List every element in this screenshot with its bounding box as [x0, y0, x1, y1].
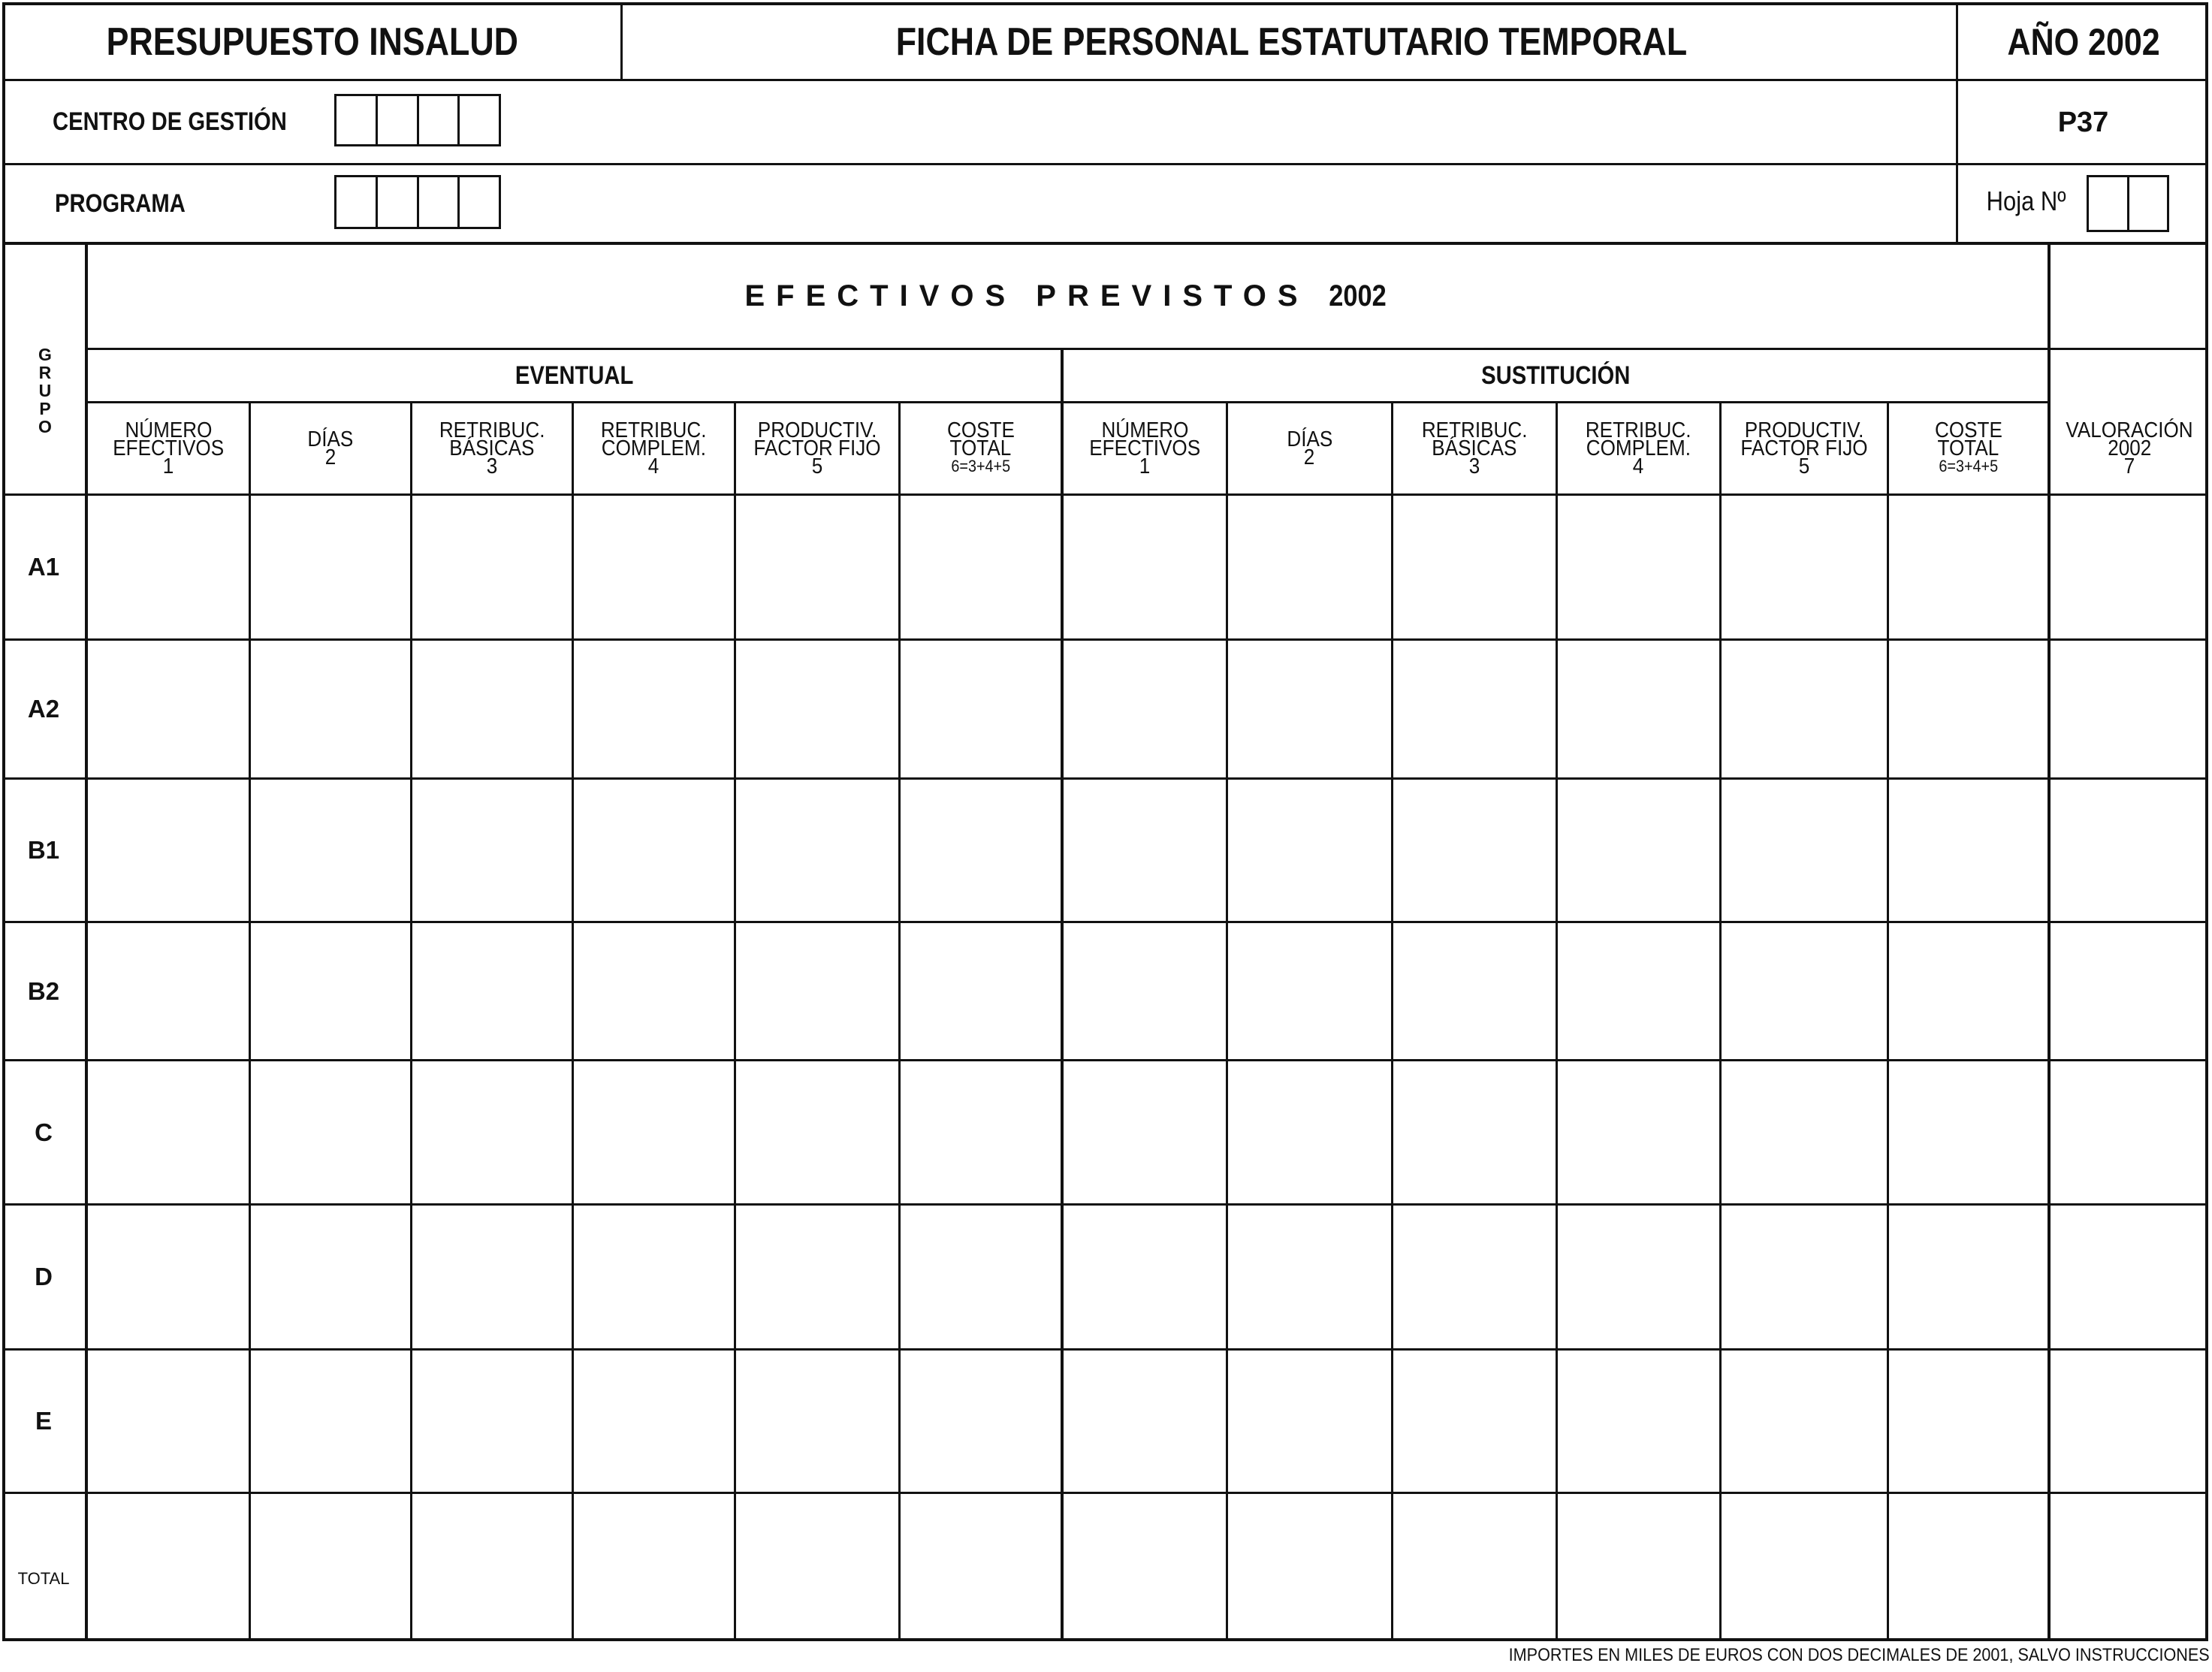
- entry-cell-d-col-8[interactable]: [1231, 1209, 1390, 1348]
- entry-cell-a2-col-8[interactable]: [1231, 644, 1390, 777]
- entry-cell-c-col-13[interactable]: [2054, 1064, 2205, 1203]
- centro-gestion-label: CENTRO DE GESTIÓN: [53, 107, 287, 136]
- entry-cell-d-col-1[interactable]: [91, 1209, 248, 1348]
- entry-cell-total-col-13[interactable]: [2054, 1497, 2205, 1638]
- group-label-b1: B1: [27, 836, 60, 864]
- entry-cell-a1-col-3[interactable]: [415, 499, 571, 638]
- entry-cell-d-col-6[interactable]: [904, 1209, 1061, 1348]
- entry-cell-b1-col-6[interactable]: [904, 783, 1061, 920]
- entry-cell-e-col-11[interactable]: [1725, 1354, 1886, 1491]
- entry-cell-b2-col-12[interactable]: [1892, 926, 2048, 1058]
- entry-cell-b2-col-11[interactable]: [1725, 926, 1886, 1058]
- entry-cell-c-col-5[interactable]: [739, 1064, 898, 1203]
- entry-cell-b2-col-10[interactable]: [1561, 926, 1719, 1058]
- entry-cell-d-col-9[interactable]: [1396, 1209, 1555, 1348]
- entry-cell-c-col-7[interactable]: [1067, 1064, 1225, 1203]
- col-header-eventual-productiv: PRODUCTIV. FACTOR FIJO 5: [753, 418, 881, 478]
- form-code: P37: [2057, 107, 2109, 138]
- eventual-section-title: EVENTUAL: [515, 361, 634, 390]
- entry-cell-d-col-2[interactable]: [254, 1209, 409, 1348]
- entry-cell-b1-col-13[interactable]: [2054, 783, 2205, 920]
- entry-cell-e-col-4[interactable]: [577, 1354, 733, 1491]
- column-divider: [249, 401, 251, 1641]
- entry-cell-b2-col-6[interactable]: [904, 926, 1061, 1058]
- entry-cell-a1-col-10[interactable]: [1561, 499, 1719, 638]
- code-digit-box[interactable]: [460, 96, 499, 144]
- entry-cell-total-col-4[interactable]: [577, 1497, 733, 1638]
- code-digit-box[interactable]: [336, 96, 378, 144]
- efectivos-previstos-title: EFECTIVOS PREVISTOS 2002: [744, 279, 1387, 312]
- entry-cell-a2-col-11[interactable]: [1725, 644, 1886, 777]
- centro-gestion-code-field[interactable]: [334, 94, 501, 146]
- hoja-label: Hoja Nº: [1986, 185, 2066, 216]
- entry-cell-b1-col-3[interactable]: [415, 783, 571, 920]
- entry-cell-b2-col-3[interactable]: [415, 926, 571, 1058]
- entry-cell-b1-col-2[interactable]: [254, 783, 409, 920]
- entry-cell-total-col-8[interactable]: [1231, 1497, 1390, 1638]
- entry-cell-b1-col-7[interactable]: [1067, 783, 1225, 920]
- entry-cell-a2-col-6[interactable]: [904, 644, 1061, 777]
- entry-cell-c-col-1[interactable]: [91, 1064, 248, 1203]
- group-label-c: C: [35, 1118, 53, 1146]
- entry-cell-b1-col-10[interactable]: [1561, 783, 1719, 920]
- entry-cell-c-col-3[interactable]: [415, 1064, 571, 1203]
- col-header-sustitucion-dias: DÍAS 2: [1287, 427, 1332, 469]
- code-digit-box[interactable]: [419, 96, 460, 144]
- footnote-importes: IMPORTES EN MILES DE EUROS CON DOS DECIMALES DE 2001, SALVO INSTRUCCIONES: [1508, 1645, 2210, 1665]
- row-divider: [2, 921, 2208, 923]
- entry-cell-a2-col-10[interactable]: [1561, 644, 1719, 777]
- entry-cell-c-col-9[interactable]: [1396, 1064, 1555, 1203]
- entry-cell-a1-col-11[interactable]: [1725, 499, 1886, 638]
- col-header-sustitucion-retrib-complem: RETRIBUC. COMPLEM. 4: [1586, 418, 1691, 478]
- entry-cell-e-col-1[interactable]: [91, 1354, 248, 1491]
- entry-cell-total-col-9[interactable]: [1396, 1497, 1555, 1638]
- col-header-valoracion: VALORACIÓN 2002 7: [2066, 418, 2193, 478]
- entry-cell-total-col-3[interactable]: [415, 1497, 571, 1638]
- entry-cell-b2-col-4[interactable]: [577, 926, 733, 1058]
- header-bottom-divider: [2, 493, 2208, 496]
- page-digit-box[interactable]: [2089, 177, 2129, 230]
- entry-cell-a1-col-9[interactable]: [1396, 499, 1555, 638]
- page-digit-box[interactable]: [2129, 177, 2168, 230]
- column-divider: [898, 401, 901, 1641]
- entry-cell-a2-col-3[interactable]: [415, 644, 571, 777]
- col-header-eventual-retrib-complem: RETRIBUC. COMPLEM. 4: [601, 418, 707, 478]
- entry-cell-b1-col-5[interactable]: [739, 783, 898, 920]
- row-divider: [2, 1203, 2208, 1206]
- divider: [2, 79, 2208, 81]
- eventual-sustitucion-divider: [1061, 348, 1064, 1641]
- code-digit-box[interactable]: [419, 177, 460, 227]
- col-header-sustitucion-numero: NÚMERO EFECTIVOS 1: [1089, 418, 1200, 478]
- row-divider: [2, 1492, 2208, 1494]
- entry-cell-e-col-5[interactable]: [739, 1354, 898, 1491]
- entry-cell-a1-col-1[interactable]: [91, 499, 248, 638]
- entry-cell-e-col-8[interactable]: [1231, 1354, 1390, 1491]
- entry-cell-d-col-5[interactable]: [739, 1209, 898, 1348]
- group-label-d: D: [35, 1263, 53, 1290]
- code-digit-box[interactable]: [460, 177, 499, 227]
- entry-cell-c-col-6[interactable]: [904, 1064, 1061, 1203]
- entry-cell-c-col-10[interactable]: [1561, 1064, 1719, 1203]
- group-label-total: TOTAL: [17, 1569, 70, 1588]
- entry-cell-d-col-10[interactable]: [1561, 1209, 1719, 1348]
- col-header-eventual-coste-total: COSTE TOTAL 6=3+4+5: [946, 418, 1015, 475]
- entry-cell-a2-col-13[interactable]: [2054, 644, 2205, 777]
- col-header-eventual-retrib-basicas: RETRIBUC. BÁSICAS 3: [439, 418, 545, 478]
- entry-cell-d-col-7[interactable]: [1067, 1209, 1225, 1348]
- hoja-number-field[interactable]: [2087, 175, 2169, 232]
- form-title: FICHA DE PERSONAL ESTATUTARIO TEMPORAL: [895, 20, 1687, 64]
- entry-cell-total-col-11[interactable]: [1725, 1497, 1886, 1638]
- form-year: AÑO 2002: [2007, 20, 2161, 63]
- entry-cell-c-col-12[interactable]: [1892, 1064, 2048, 1203]
- column-divider: [1226, 401, 1228, 1641]
- col-header-eventual-numero: NÚMERO EFECTIVOS 1: [113, 418, 224, 478]
- entry-cell-a2-col-1[interactable]: [91, 644, 248, 777]
- entry-cell-b2-col-2[interactable]: [254, 926, 409, 1058]
- code-digit-box[interactable]: [378, 96, 419, 144]
- col-header-sustitucion-retrib-basicas: RETRIBUC. BÁSICAS 3: [1421, 418, 1528, 478]
- entry-cell-b1-col-9[interactable]: [1396, 783, 1555, 920]
- entry-cell-e-col-13[interactable]: [2054, 1354, 2205, 1491]
- divider: [2, 163, 2208, 165]
- entry-cell-b2-col-7[interactable]: [1067, 926, 1225, 1058]
- entry-cell-total-col-2[interactable]: [254, 1497, 409, 1638]
- programa-code-field[interactable]: [334, 175, 501, 229]
- row-divider: [2, 777, 2208, 780]
- entry-cell-e-col-12[interactable]: [1892, 1354, 2048, 1491]
- column-divider: [734, 401, 736, 1641]
- entry-cell-a1-col-13[interactable]: [2054, 499, 2205, 638]
- entry-cell-b2-col-5[interactable]: [739, 926, 898, 1058]
- entry-cell-a2-col-9[interactable]: [1396, 644, 1555, 777]
- entry-cell-a2-col-5[interactable]: [739, 644, 898, 777]
- column-divider: [410, 401, 412, 1641]
- programa-label: PROGRAMA: [55, 189, 186, 218]
- entry-cell-b2-col-1[interactable]: [91, 926, 248, 1058]
- form-agency-title: PRESUPUESTO INSALUD: [106, 20, 519, 64]
- entry-cell-e-col-3[interactable]: [415, 1354, 571, 1491]
- entry-cell-b1-col-1[interactable]: [91, 783, 248, 920]
- entry-cell-a2-col-12[interactable]: [1892, 644, 2048, 777]
- entry-cell-a1-col-7[interactable]: [1067, 499, 1225, 638]
- entry-cell-e-col-6[interactable]: [904, 1354, 1061, 1491]
- entry-cell-d-col-13[interactable]: [2054, 1209, 2205, 1348]
- entry-cell-a1-col-4[interactable]: [577, 499, 733, 638]
- col-header-sustitucion-coste-total: COSTE TOTAL 6=3+4+5: [1934, 418, 2002, 475]
- entry-cell-d-col-3[interactable]: [415, 1209, 571, 1348]
- group-label-b2: B2: [27, 976, 60, 1005]
- sustitucion-section-title: SUSTITUCIÓN: [1480, 361, 1631, 390]
- entry-cell-a2-col-7[interactable]: [1067, 644, 1225, 777]
- entry-cell-b1-col-11[interactable]: [1725, 783, 1886, 920]
- row-divider: [2, 1348, 2208, 1351]
- entry-cell-e-col-7[interactable]: [1067, 1354, 1225, 1491]
- column-divider: [1556, 401, 1558, 1641]
- entry-cell-total-col-7[interactable]: [1067, 1497, 1225, 1638]
- entry-cell-a2-col-4[interactable]: [577, 644, 733, 777]
- entry-cell-total-col-5[interactable]: [739, 1497, 898, 1638]
- entry-cell-a1-col-5[interactable]: [739, 499, 898, 638]
- column-divider: [1887, 401, 1889, 1641]
- entry-cell-a1-col-2[interactable]: [254, 499, 409, 638]
- group-label-e: E: [35, 1407, 52, 1435]
- entry-cell-d-col-4[interactable]: [577, 1209, 733, 1348]
- row-divider: [2, 638, 2208, 641]
- code-digit-box[interactable]: [336, 177, 378, 227]
- entry-cell-a1-col-6[interactable]: [904, 499, 1061, 638]
- divider: [620, 2, 623, 80]
- group-label-a2: A2: [27, 695, 60, 723]
- entry-cell-c-col-11[interactable]: [1725, 1064, 1886, 1203]
- header-row: [2, 2, 2208, 81]
- code-digit-box[interactable]: [378, 177, 419, 227]
- entry-cell-b2-col-9[interactable]: [1396, 926, 1555, 1058]
- group-label-a1: A1: [27, 553, 60, 581]
- entry-cell-b2-col-8[interactable]: [1231, 926, 1390, 1058]
- entry-cell-c-col-2[interactable]: [254, 1064, 409, 1203]
- column-divider: [1391, 401, 1393, 1641]
- entry-cell-d-col-11[interactable]: [1725, 1209, 1886, 1348]
- row-divider: [2, 1059, 2208, 1061]
- entry-cell-a2-col-2[interactable]: [254, 644, 409, 777]
- entry-cell-b2-col-13[interactable]: [2054, 926, 2205, 1058]
- entry-cell-c-col-4[interactable]: [577, 1064, 733, 1203]
- entry-cell-e-col-10[interactable]: [1561, 1354, 1719, 1491]
- entry-cell-total-col-6[interactable]: [904, 1497, 1061, 1638]
- entry-cell-b1-col-8[interactable]: [1231, 783, 1390, 920]
- entry-cell-a1-col-8[interactable]: [1231, 499, 1390, 638]
- entry-cell-c-col-8[interactable]: [1231, 1064, 1390, 1203]
- entry-cell-a1-col-12[interactable]: [1892, 499, 2048, 638]
- entry-cell-total-col-10[interactable]: [1561, 1497, 1719, 1638]
- entry-cell-total-col-1[interactable]: [91, 1497, 248, 1638]
- entry-cell-e-col-2[interactable]: [254, 1354, 409, 1491]
- entry-cell-b1-col-4[interactable]: [577, 783, 733, 920]
- column-divider: [1719, 401, 1722, 1641]
- grupo-label: G R U P O: [38, 345, 52, 436]
- entry-cell-d-col-12[interactable]: [1892, 1209, 2048, 1348]
- entry-cell-e-col-9[interactable]: [1396, 1354, 1555, 1491]
- col-header-eventual-dias: DÍAS 2: [307, 427, 354, 469]
- col-header-sustitucion-productiv: PRODUCTIV. FACTOR FIJO 5: [1740, 418, 1868, 478]
- column-divider: [572, 401, 574, 1641]
- entry-cell-b1-col-12[interactable]: [1892, 783, 2048, 920]
- entry-cell-total-col-12[interactable]: [1892, 1497, 2048, 1638]
